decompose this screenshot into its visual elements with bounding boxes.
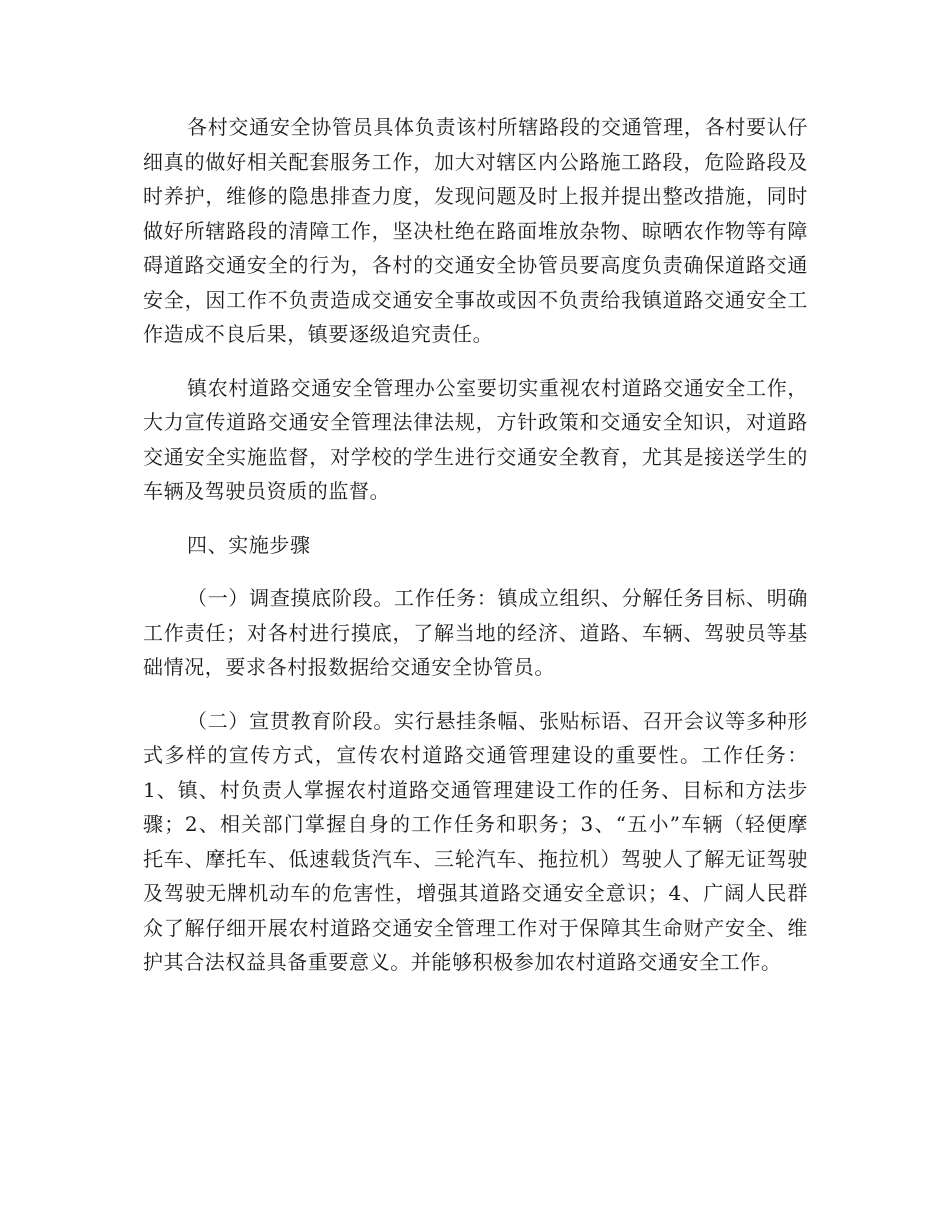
- document-body: [143, 110, 808, 999]
- paragraph-traffic-office: 镇农村道路交通安全管理办公室要切实重视农村道路交通安全工作，大力宣传道路交通安全管理法律法规，方针政策和交通安全知识，对道路交通安全实施监督，对学校的学生进行交通安全教育，尤其是接送学生的车辆及驾驶员资质的监督。: [143, 375, 808, 503]
- paragraph-stage-two: （二）宣贯教育阶段。实行悬挂条幅、张贴标语、召开会议等多种形式多样的宣传方式，宣传农村道路交通管理建设的重要性。工作任务：1、镇、村负责人掌握农村道路交通管理建设工作的任务、目标和方法步骤；2、相关部门掌握自身的工作任务和职务；3、“五小”车辆（轻便摩托车、摩托车、低速载货汽车、三轮汽车、拖拉机）驾驶人了解无证驾驶及驾驶无牌机动车的危害性，增强其道路交通安全意识；4、广阔人民群众了解仔细开展农村道路交通安全管理工作对于保障其生命财产安全、维护其合法权益具备重要意义。并能够积极参加农村道路交通安全工作。: [143, 708, 808, 974]
- section-heading-implementation-steps: 四、实施步骤: [187, 532, 311, 557]
- paragraph-village-coordinators: 各村交通安全协管员具体负责该村所辖路段的交通管理，各村要认仔细真的做好相关配套服务工作，加大对辖区内公路施工路段，危险路段及时养护，维修的隐患排查力度，发现问题及时上报并提出整改措施，同时做好所辖路段的清障工作，坚决杜绝在路面堆放杂物、晾晒农作物等有障碍道路交通安全的行为，各村的交通安全协管员要高度负责确保道路交通安全，因工作不负责造成交通安全事故或因不负责给我镇道路交通安全工作造成不良后果，镇要逐级追究责任。: [143, 115, 808, 346]
- paragraph-stage-one: （一）调查摸底阶段。工作任务：镇成立组织、分解任务目标、明确工作责任；对各村进行摸底，了解当地的经济、道路、车辆、驾驶员等基础情况，要求各村报数据给交通安全协管员。: [143, 586, 808, 679]
